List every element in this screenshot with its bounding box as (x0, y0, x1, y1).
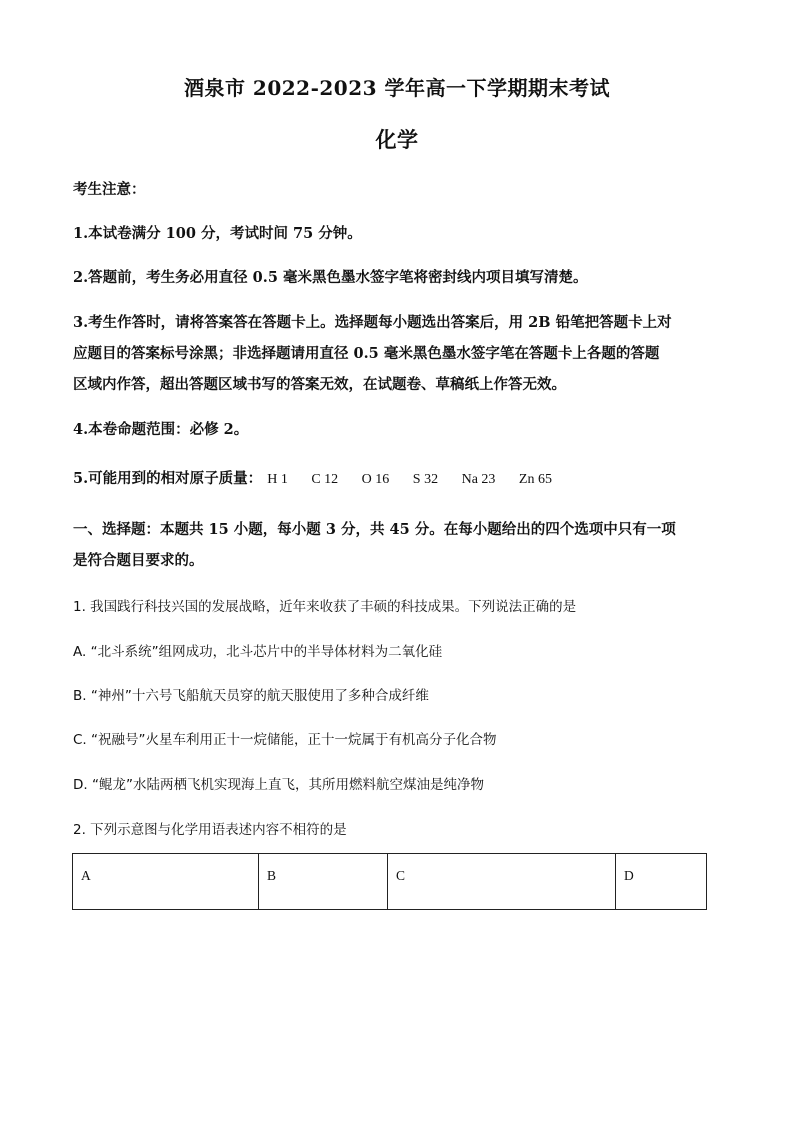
question-2-stem: 2. 下列示意图与化学用语表述内容不相符的是 (73, 822, 347, 838)
question-2-option-table (72, 853, 707, 910)
section-heading-line2: 是符合题目要求的。 (73, 552, 204, 569)
notice-item-3-line3: 区域内作答，超出答题区域书写的答案无效，在试题卷、草稿纸上作答无效。 (73, 376, 566, 393)
question-1-option-c: C. “祝融号”火星车利用正十一烷储能，正十一烷属于有机高分子化合物 (73, 732, 497, 748)
table-row (73, 854, 707, 910)
mass-zn: Zn 65 (518, 472, 552, 487)
section-heading-line1: 一、选择题：本题共 15 小题，每小题 3 分，共 45 分。在每小题给出的四个选项中只有一项 (73, 521, 676, 538)
table-cell-a: A (73, 854, 259, 910)
notice-item-1: 1.本试卷满分 100 分，考试时间 75 分钟。 (73, 225, 362, 242)
mass-h: H 1 (267, 472, 288, 487)
mass-na: Na 23 (461, 472, 496, 487)
question-1-option-a: A. “北斗系统”组网成功，北斗芯片中的半导体材料为二氧化硅 (73, 644, 443, 660)
exam-subject: 化学 (375, 127, 419, 152)
mass-label: 5.可能用到的相对原子质量： (73, 470, 263, 487)
notice-item-3-line1: 3.考生作答时，请将答案答在答题卡上。选择题每小题选出答案后，用 2B 铅笔把答题卡上对 (73, 314, 672, 331)
atomic-mass-list (267, 472, 572, 487)
table-cell-b: B (259, 854, 388, 910)
notice-item-5 (73, 467, 572, 488)
table-cell-c: C (388, 854, 616, 910)
question-1-option-b: B. “神州”十六号飞船航天员穿的航天服使用了多种合成纤维 (73, 688, 429, 704)
question-1-stem: 1. 我国践行科技兴国的发展战略，近年来收获了丰硕的科技成果。下列说法正确的是 (73, 599, 577, 615)
mass-s: S 32 (412, 472, 439, 487)
notice-heading: 考生注意： (73, 181, 146, 198)
notice-item-2: 2.答题前，考生务必用直径 0.5 毫米黑色墨水签字笔将密封线内项目填写清楚。 (73, 269, 588, 286)
exam-title: 酒泉市 2022-2023 学年高一下学期期末考试 (183, 76, 611, 100)
mass-c: C 12 (311, 472, 339, 487)
notice-item-3-line2: 应题目的答案标号涂黑；非选择题请用直径 0.5 毫米黑色墨水签字笔在答题卡上各题的答题 (73, 345, 660, 362)
mass-o: O 16 (361, 472, 390, 487)
table-cell-d: D (616, 854, 707, 910)
notice-item-4: 4.本卷命题范围：必修 2。 (73, 421, 249, 438)
question-1-option-d: D. “鲲龙”水陆两栖飞机实现海上直飞，其所用燃料航空煤油是纯净物 (73, 777, 484, 793)
